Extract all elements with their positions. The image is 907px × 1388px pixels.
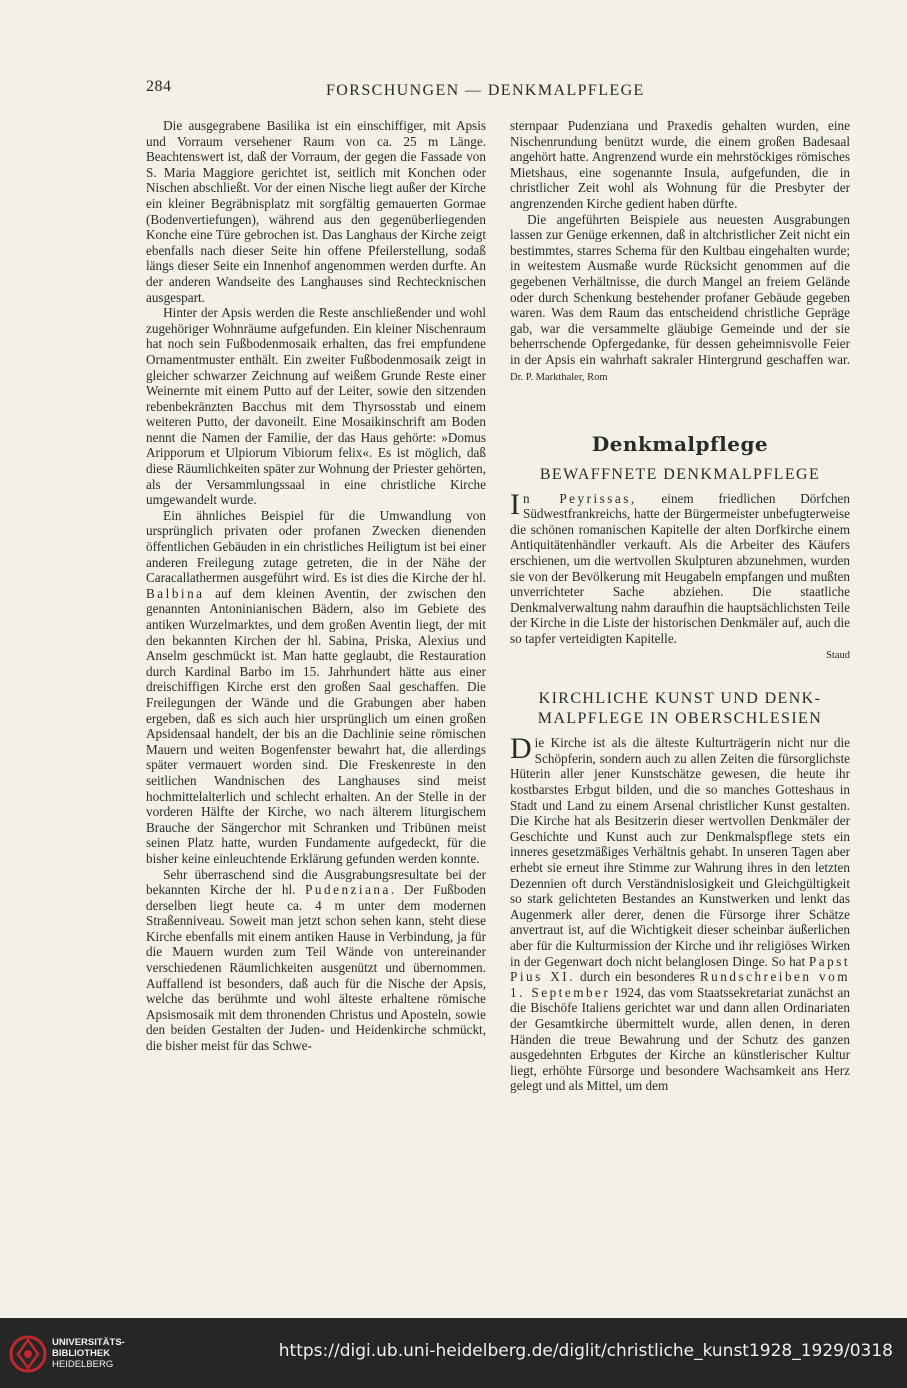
- text-run: . Der Fußboden derselben liegt heute ca. 4 m unter dem modernen Straßenniveau. Soweit man jetzt schon sehen kann, steht diese Kirche ebenfalls mit einem antiken Hause in Verbindung, ja für die Mauern wurden zum Teil Wände von untereinander verschiedenen Räumlichkeiten ausgenützt und übernommen. Auffallend ist besonders, daß auch für die Nische der Apsis, welche das berühmte und wohl älteste erhaltene römische Apsismosaik mit dem thronenden Christus und Aposteln, sowie den beiden Gestalten der Juden- und Heidenkirche schmückt, die bisher meist für das Schwe-: [146, 882, 486, 1054]
- right-column: [510, 118, 850, 1094]
- article-body-oberschlesien: [510, 732, 850, 1094]
- paragraph-pudenziana: [146, 867, 486, 1054]
- text-run: Sehr überraschend sind die Ausgrabungsresultate bei der bekannten Kirche der hl.: [146, 866, 486, 898]
- paragraph-apsis: Hinter der Apsis werden die Reste anschließender und wohl zugehöriger Wohnräume aufgefunden. Ein kleiner Nischenraum hat noch sein Fußbodenmosaik erhalten, das frei empfundene Ornamentmuster enthält. Ein zweiter Fußbodenmosaik zeigt in gleicher schwarzer Zeichnung auf weißem Grunde Reste einer Weinernte mit einem Putto auf der Leiter, sowie den sitzenden rebenbekränzten Bacchus mit dem Thyrsosstab und einem weiteren Putto, der davoneilt. Eine Mosaikinschrift am Boden nennt die Namen der Familie, der das Haus gehörte: »Domus Aripporum et Ulpiorum Vibiorum felix«. Es ist möglich, daß diese Räumlichkeiten später zur Wohnung der Priester gehörten, als der Versammlungssaal in eine christliche Kirche umgewandelt wurde.: [146, 305, 486, 508]
- title-line: MALPFLEGE IN OBERSCHLESIEN: [537, 710, 823, 728]
- running-title: FORSCHUNGEN — DENKMALPFLEGE: [326, 82, 645, 99]
- library-line: BIBLIOTHEK: [52, 1348, 111, 1359]
- text-run: durch ein besonderes: [574, 969, 700, 985]
- text-run: ie Kirche ist als die älteste Kulturträgerin nicht nur die Schöpferin, sondern auch zu allen Zeiten die fürsorglichste Hüterin aller jener Kunstschätze gewesen, die heute ihr kostbarstes Erbgut bilden, und die so manches Gotteshaus in Stadt und Land zu einem Arsenal christlicher Kunst gestalten. Die Kirche hat als Besitzerin dieser wertvollen Denkmäler der Geschichte und Kunst auch zur Denkmalspflege stets ein inneres gesetzmäßiges Verhältnis gehabt. In unseren Tagen aber erhebt sie erneut ihre Stimme zur Wahrung ihres in den letzten Dezennien oft durch Verständnislosigkeit und Gleichgültigkeit so stark gelichteten Bestandes an Kunstwerken und lenkt das Augenmerk aller derer, denen die Fürsorge ihrer Schätze anvertraut ist, auf die Wichtigkeit dieser scheinbar äußerlichen aber für die Kulturmission der Kirche und ihr religiöses Wirken in der Gegenwart doch nicht belanglosen Dinge. So hat: [510, 735, 850, 969]
- permalink-url[interactable]: https://digi.ub.uni-heidelberg.de/diglit/christliche_kunst1928_1929/0318: [278, 1341, 893, 1361]
- library-name[interactable]: [52, 1337, 125, 1370]
- viewer-footer: [0, 1318, 907, 1388]
- article-body-peyrissas: [510, 487, 850, 647]
- article-title-kirchliche-kunst: [510, 689, 850, 729]
- paragraph-conclusion: [510, 212, 850, 386]
- paragraph-balbina: [146, 508, 486, 867]
- drop-cap: D: [510, 732, 532, 766]
- university-seal-icon[interactable]: [8, 1334, 48, 1374]
- library-line: UNIVERSITÄTS-: [52, 1337, 125, 1348]
- paragraph-basilika: Die ausgegrabene Basilika ist ein einschiffiger, mit Apsis und Vorraum versehener Raum von ca. 25 m Länge. Beachtenswert ist, daß der Vorraum, der gegen die Fassade von S. Maria Maggiore gerichtet ist, seitlich mit Konchen oder Nischen abschließt. Vor der einen Nische liegt außer der Kirche ein kleiner Begräbnisplatz mit sorgfältig gemauerten Gormae (Bodenvertiefungen), während aus den gegenüberliegenden Konche eine Türe gebrochen ist. Das Langhaus der Kirche zeigt ebenfalls nach dieser Seite hin offene Pfeilerstellung, sodaß längs dieser Seite ein Innenhof angenommen werden durfte. An der anderen Wandseite des Langhauses sind Rechtecknischen ausgespart.: [146, 118, 486, 305]
- text-run: Die angeführten Beispiele aus neuesten Ausgrabungen lassen zur Genüge erkennen, daß in altchristlicher Zeit nicht ein bestimmtes, starres Schema für den Kultbau eingehalten wurde; in weitestem Ausmaße wurde Rücksicht genommen auf die gegebenen Verhältnisse, die durch Mangel an freiem Gelände oder durch Schenkung bestehender profaner Gebäude gegeben waren. Was dem Raum das entscheidend christliche Gepräge gab, war die versammelte gläubige Gemeinde und der sie beherrschende Opfergedanke, für dessen geheimnisvolle Feier in der Apsis ein wahrhaft sakraler Hintergrund geschaffen war.: [510, 211, 850, 367]
- text-run: 1924, das vom Staatssekretariat zunächst an die Bischöfe Italiens gerichtet war und dann allen Ordinariaten der Gesamtkirche übermittelt wurde, allen denen, in deren Händen die treue Bewahrung und der Schutz des ganzen ausgedehnten Erbgutes der Kirche an künstlerischer Kultur liegt, erhöhte Fürsorge und besondere Wachsamkeit ans Herz gelegt und als Mittel, um dem: [510, 984, 850, 1094]
- text-run: Ein ähnliches Beispiel für die Umwandlung von ursprünglich privaten oder profanen Zwecken dienenden öffentlichen Gebäuden in ein christliches Heiligtum ist bei einer anderen Freilegung zutage getreten, die in der Nähe der Caracallathermen ausgeführt wird. Es ist dies die Kirche der hl.: [146, 507, 486, 586]
- spaced-pope-name: Papst Pius XI.: [510, 953, 850, 985]
- spaced-name-pudenziana: Pudenziana: [305, 882, 391, 898]
- text-run: auf dem kleinen Aventin, der zwischen den genannten Antoninianischen Bädern, also im Gebiete des antiken Wurzelmarktes, und dem großen Aventin liegt, der mit den bekannten Kirchen der hl. Sabina, Priska, Alexius und Anselm geschmückt ist. Man hatte geglaubt, die Restauration durch Kardinal Barbo im 15. Jahrhundert hätte aus einer dreischiffigen Kirche erst den großen Saal geschaffen. Die Freilegungen der Wände und die Grabungen aber haben ergeben, daß es sich auch hier ursprünglich um einen großen Apsidensaal handelt, der bis an die Dachlinie seine römischen Mauern und weiten Bogenfenster bewahrt hat, die allerdings später vermauert worden sind. Die Freskenreste in den seitlichen Wandnischen des Langhauses sind meist hochmittelalterlich und schlecht erhalten. An der Stelle in der vorderen Hälfte der Kirche, wo nach älterem liturgischem Brauche der Sängerchor mit Schranken und Tribünen meist seinen Platz hatte, wurden Fundamente aufgedeckt, für die bisher keine einleuchtende Erklärung gefunden werden konnte.: [146, 585, 486, 866]
- section-title: Denkmalpflege: [591, 432, 769, 457]
- left-column: [146, 118, 486, 1054]
- library-line: HEIDELBERG: [52, 1359, 114, 1370]
- spaced-name-balbina: Balbina: [146, 585, 205, 601]
- author-signature-staud: Staud: [826, 649, 850, 661]
- text-run: einem friedlichen Dörfchen Südwestfrankreichs, hatte der Bürgermeister unbefugterweise die schönen romanischen Kapitelle der alten Dorfkirche einem Antiquitätenhändler verkauft. Als die Arbeiter des Käufers erschienen, um die wertvollen Skulpturen abzunehmen, wurden sie von der Bevölkerung mit Heugabeln empfangen und mußten unverrichteter Sache abziehen. Die staatliche Denkmalverwaltung nahm daraufhin die hauptsächlichsten Teile der Kirche in die Liste der historischen Denkmäler auf, auch die so tapfer verteidigten Kapitelle.: [510, 490, 850, 647]
- spaced-place-name: n Peyrissas,: [523, 490, 637, 506]
- drop-cap: I: [510, 487, 520, 521]
- paragraph-continuation: sternpaar Pudenziana und Praxedis gehalten wurden, eine Nischenrundung benützt wurde, die einem großen Badesaal angehört hatte. Angrenzend wurde ein mehrstöckiges römisches Mietshaus, eine sogenannte Insula, aufgefunden, die in christlicher Zeit wohl als Wohnung für die Presbyter der angrenzenden Kirche gedient haben dürfte.: [510, 118, 850, 211]
- spaced-rundschreiben: Rundschreiben vom 1. September: [510, 969, 850, 1000]
- article-title-bewaffnete: BEWAFFNETE DENKMALPFLEGE: [539, 465, 821, 483]
- page-number: 284: [146, 78, 172, 95]
- author-signature: Dr. P. Markthaler, Rom: [510, 371, 608, 383]
- title-line: KIRCHLICHE KUNST UND DENK-: [538, 690, 822, 708]
